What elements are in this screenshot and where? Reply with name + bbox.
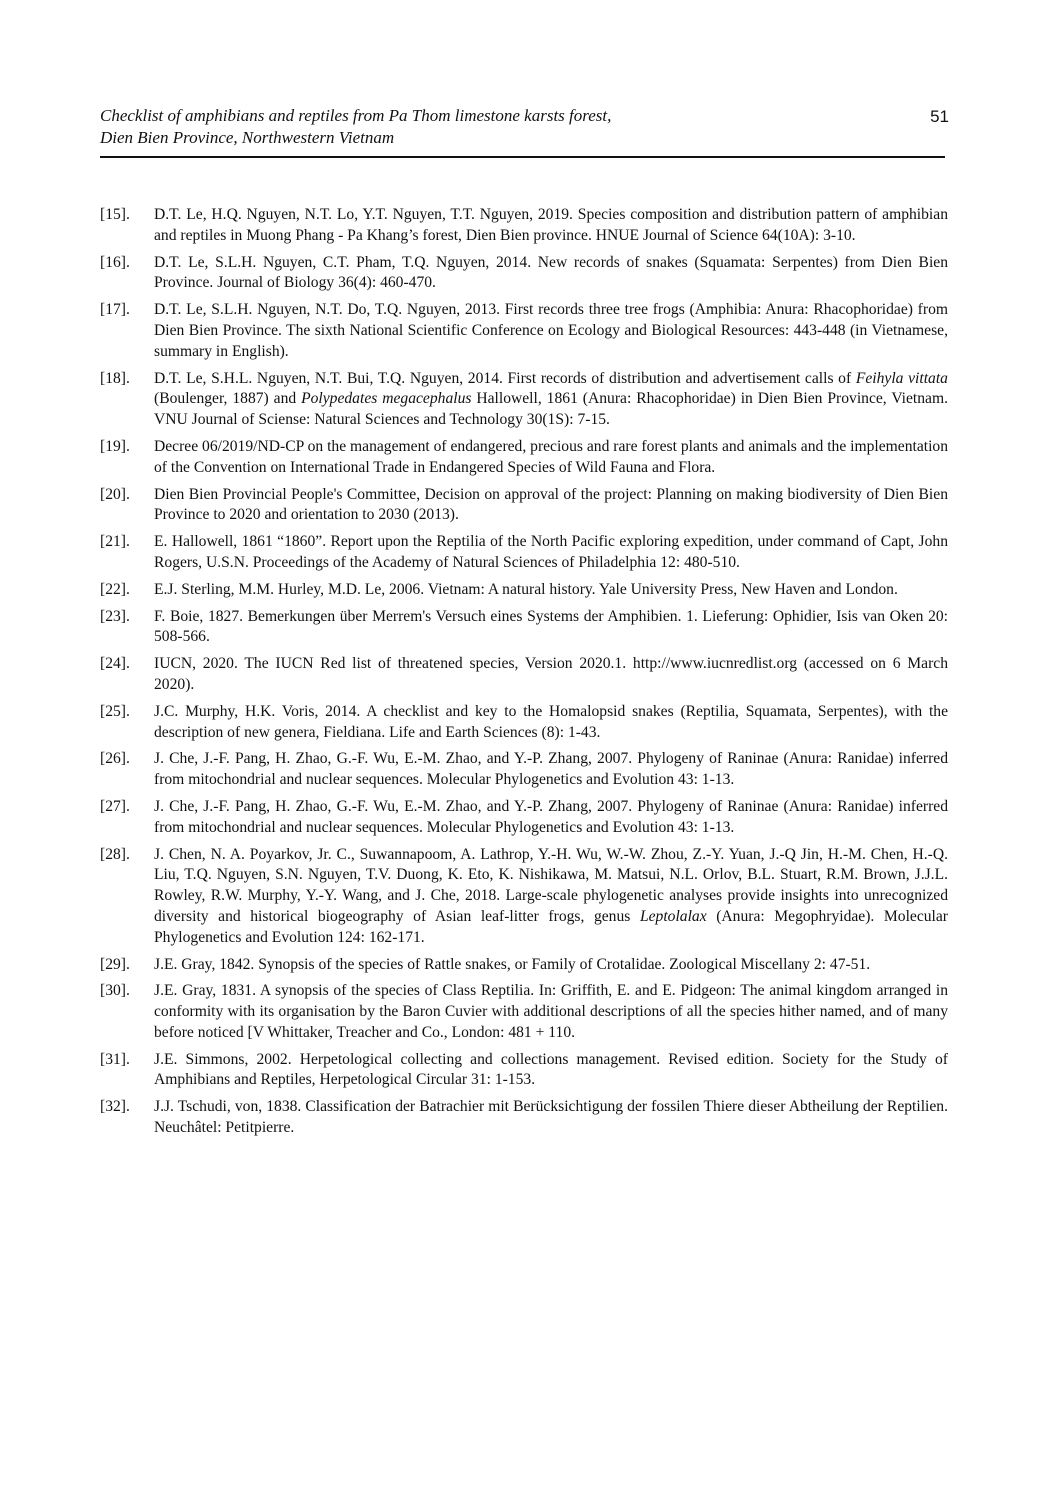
reference-text-part: (Boulenger, 1887) and — [154, 390, 302, 408]
reference-number: [22]. — [100, 580, 130, 598]
reference-text — [154, 654, 948, 696]
reference-item — [100, 607, 948, 649]
reference-text — [154, 369, 948, 431]
reference-number: [17]. — [100, 301, 130, 319]
reference-number: [19]. — [100, 437, 130, 455]
reference-text — [154, 300, 948, 362]
running-head-line-2: Dien Bien Province, Northwestern Vietnam — [100, 128, 395, 147]
reference-text-part: IUCN, 2020. The IUCN Red list of threatened species, Version 2020.1. http://www.iucnredlist.org (accessed on 6 March 2020). — [154, 655, 948, 693]
reference-text-part: J.J. Tschudi, von, 1838. Classification der Batrachier mit Berücksichtigung der fossilen Thiere dieser Abtheilung der Reptilien. Neuchâtel: Petitpierre. — [154, 1098, 948, 1137]
reference-text-part: J. Chen, N. A. Poyarkov, Jr. C., Suwannapoom, A. Lathrop, Y.-H. Wu, W.-W. Zhou, Z.-Y. Yuan, J.-Q Jin, H.-M. Chen, H.-Q. Liu, T.Q. Nguyen, S.N. Nguyen, T.V. Duong, K. Eto, K. Nishikawa, M. Matsui, N.L. Orlov, B.L. Stuart, R.M. Brown, J.J.L. Rowley, R.W. Murphy, Y.-Y. Wang, and J. Che, 2018. Large-scale phylogenetic analyses provide insights into unrecognized diversity and historical biogeography of Asian leaf-litter frogs, genus — [154, 845, 948, 925]
reference-number: [30]. — [100, 982, 130, 1000]
reference-number: [27]. — [100, 797, 130, 815]
reference-text-part: E.J. Sterling, M.M. Hurley, M.D. Le, 2006. Vietnam: A natural history. Yale University Press, New Haven and London. — [154, 580, 898, 598]
reference-text-part: E. Hallowell, 1861 “1860”. Report upon the Reptilia of the North Pacific exploring expedition, under command of Capt, John Rogers, U.S.N. Proceedings of the Academy of Natural Sciences of Philadelphia 12: 480-510. — [154, 533, 948, 571]
reference-text — [154, 437, 948, 479]
reference-text — [154, 607, 948, 649]
reference-number: [23]. — [100, 607, 130, 625]
reference-item — [100, 1097, 948, 1139]
reference-item — [100, 580, 948, 601]
reference-text-part: D.T. Le, S.H.L. Nguyen, N.T. Bui, T.Q. Nguyen, 2014. First records of distribution and advertisement calls of — [154, 369, 856, 387]
reference-item — [100, 981, 948, 1043]
reference-item — [100, 437, 948, 479]
reference-item — [100, 300, 948, 362]
reference-item — [100, 485, 948, 527]
reference-text — [154, 532, 948, 574]
reference-text-part: J. Che, J.-F. Pang, H. Zhao, G.-F. Wu, E.-M. Zhao, and Y.-P. Zhang, 2007. Phylogeny of Raninae (Anura: Ranidae) inferred from mitochondrial and nuclear sequences. Molecular Phylogenetics and Evolution 43: 1-13. — [154, 797, 948, 836]
reference-number: [15]. — [100, 206, 130, 223]
reference-number: [29]. — [100, 955, 130, 973]
reference-text-part: J.E. Gray, 1831. A synopsis of the species of Class Reptilia. In: Griffith, E. and E. Pidgeon: The animal kingdom arranged in conformity with its organisation by the Baron Cuvier with additional descriptions of all the species hither named, and of many before noticed [V Whittaker, Treacher and Co., London: 481 + 110. — [154, 982, 948, 1041]
reference-text — [154, 981, 948, 1043]
reference-item — [100, 369, 948, 431]
reference-text-part: J.E. Simmons, 2002. Herpetological collecting and collections management. Revised edition. Society for the Study of Amphibians and Reptiles, Herpetological Circular 31: 1-153. — [154, 1050, 948, 1089]
reference-text-part: Hallowell, 1861 (Anura: Rhacophoridae) in Dien Bien Province, Vietnam. VNU Journal of Sciense: Natural Sciences and Technology 30(1S): 7-15. — [154, 390, 948, 429]
reference-text-part: Dien Bien Provincial People's Committee, Decision on approval of the project: Planning on making biodiversity of Dien Bien Province to 2020 and orientation to 2030 (2013). — [154, 485, 948, 524]
reference-number: [18]. — [100, 369, 130, 387]
reference-text-part: J.E. Gray, 1842. Synopsis of the species of Rattle snakes, or Family of Crotalidae. Zoological Miscellany 2: 47-51. — [154, 955, 871, 973]
reference-item — [100, 253, 948, 295]
reference-text-part: (Anura: Megophryidae). Molecular Phylogenetics and Evolution 124: 162-171. — [154, 907, 948, 946]
reference-list — [100, 205, 948, 1145]
reference-text-part: D.T. Le, H.Q. Nguyen, N.T. Lo, Y.T. Nguyen, T.T. Nguyen, 2019. Species composition and distribution pattern of amphibian and reptiles in Muong Phang - Pa Khang’s forest, Dien Bien province. HNUE Journal of Science 64(10A): 3-10. — [154, 206, 948, 244]
reference-item — [100, 654, 948, 696]
reference-number: [25]. — [100, 702, 130, 720]
header-rule — [100, 156, 945, 158]
reference-taxon-italic: Feihyla vittata — [855, 369, 948, 387]
reference-text — [154, 485, 948, 527]
reference-number: [26]. — [100, 750, 130, 768]
reference-number: [16]. — [100, 253, 130, 271]
reference-item — [100, 749, 948, 791]
reference-item — [100, 205, 948, 247]
reference-item — [100, 532, 948, 574]
reference-number: [31]. — [100, 1050, 130, 1068]
reference-number: [28]. — [100, 845, 130, 863]
reference-text-part: Decree 06/2019/ND-CP on the management of endangered, precious and rare forest plants and animals and the implementation of the Convention on International Trade in Endangered Species of Wild Fauna and Flora. — [154, 437, 949, 476]
reference-text — [154, 749, 948, 791]
reference-text — [154, 1097, 948, 1139]
reference-text — [154, 797, 948, 839]
reference-text — [154, 955, 948, 976]
reference-number: [20]. — [100, 485, 130, 503]
reference-text — [154, 253, 948, 295]
reference-text-part: F. Boie, 1827. Bemerkungen über Merrem's Versuch eines Systems der Amphibien. 1. Lieferung: Ophidier, Isis van Oken 20: 508-566. — [154, 607, 948, 646]
reference-item — [100, 797, 948, 839]
reference-taxon-italic: Polypedates megacephalus — [301, 390, 472, 408]
reference-item — [100, 955, 948, 976]
reference-text — [154, 702, 948, 744]
running-head-line-1: Checklist of amphibians and reptiles from Pa Thom limestone karsts forest, — [100, 106, 612, 125]
reference-text — [154, 1050, 948, 1092]
reference-text-part: J. Che, J.-F. Pang, H. Zhao, G.-F. Wu, E.-M. Zhao, and Y.-P. Zhang, 2007. Phylogeny of Raninae (Anura: Ranidae) inferred from mitochondrial and nuclear sequences. Molecular Phylogenetics and Evolution 43: 1-13. — [154, 750, 948, 789]
reference-number: [24]. — [100, 655, 130, 673]
reference-number: [32]. — [100, 1098, 130, 1116]
reference-text-part: J.C. Murphy, H.K. Voris, 2014. A checklist and key to the Homalopsid snakes (Reptilia, Squamata, Serpentes), with the description of new genera, Fieldiana. Life and Earth Sciences (8): 1-43. — [154, 702, 948, 741]
reference-text — [154, 845, 948, 949]
page-number: 51 — [930, 107, 949, 126]
reference-text — [154, 580, 948, 601]
reference-item — [100, 1050, 948, 1092]
reference-text-part: D.T. Le, S.L.H. Nguyen, N.T. Do, T.Q. Nguyen, 2013. First records three tree frogs (Amphibia: Anura: Rhacophoridae) from Dien Bien Province. The sixth National Scientific Conference on Ecology and Biological Resources: 443-448 (in Vietnamese, summary in English). — [154, 301, 948, 360]
reference-taxon-italic: Leptolalax — [639, 907, 707, 925]
reference-number: [21]. — [100, 533, 130, 551]
reference-text — [154, 205, 948, 247]
reference-item — [100, 845, 948, 949]
reference-item — [100, 702, 948, 744]
reference-text-part: D.T. Le, S.L.H. Nguyen, C.T. Pham, T.Q. Nguyen, 2014. New records of snakes (Squamata: Serpentes) from Dien Bien Province. Journal of Biology 36(4): 460-470. — [154, 253, 948, 292]
running-head — [100, 105, 945, 157]
